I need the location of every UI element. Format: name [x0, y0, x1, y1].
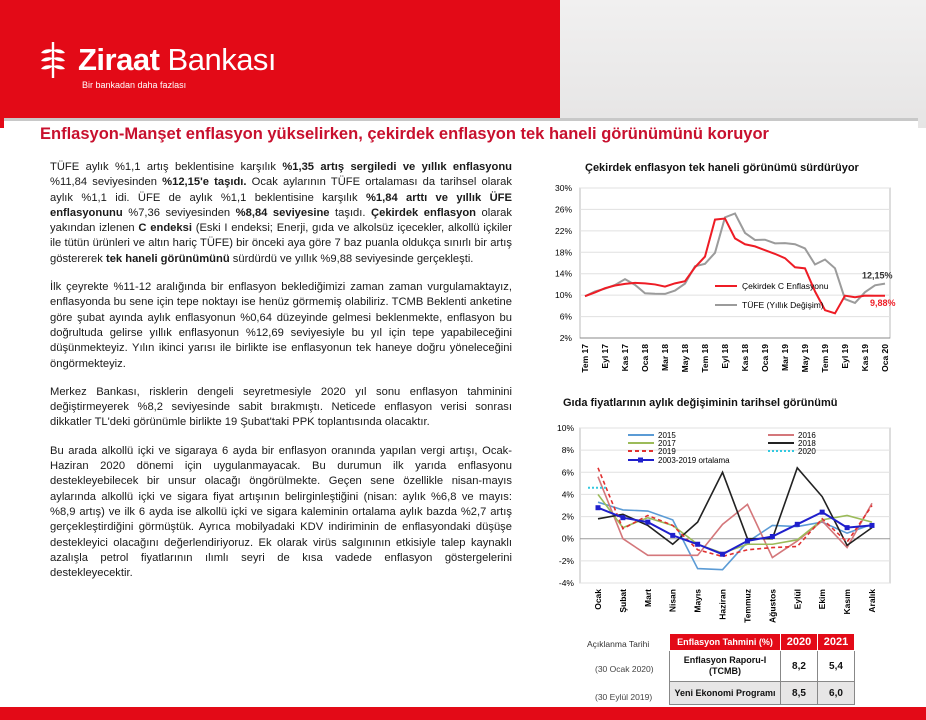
chart2-title: Gıda fiyatlarının aylık değişiminin tarihsel görünümü [563, 397, 838, 409]
x-tick-label: Mar 18 [660, 344, 670, 371]
x-tick-label: Ağustos [767, 589, 778, 623]
chart1-title: Çekirdek enflasyon tek haneli görünümü sürdürüyor [585, 162, 859, 174]
text-run: sürdürdü ve yıllık %9,88 seviyesinde gerçekleşti. [229, 252, 474, 265]
x-tick-label: Eylül [792, 589, 803, 610]
series-point [870, 523, 875, 528]
row-source: Yeni Ekonomi Programı [670, 682, 781, 705]
x-tick-label: Mart [642, 589, 653, 607]
y-tick-label: 6% [561, 467, 574, 478]
y-tick-label: 30% [554, 183, 572, 193]
x-tick-label: Nisan [667, 589, 678, 613]
paragraph [50, 160, 512, 267]
col-label-date: Açıklanma Tarihi [587, 638, 650, 649]
x-tick-label: Tem 17 [580, 344, 590, 373]
text-run: Bu arada alkollü içki ve sigaraya 6 ayda bir enflasyon oranında yapılan vergi artışı, Ocak-Haziran 2020 dönemi için uygulanmayacak. Bu durumun ilk yarıda enflasyonu destekleyebilecek bir unsur olacağı öngörülmekte. Geçen sene özellikle nisan-mayıs aylarında alkollü içki ve sigara fiyat artışının belirginleştiğini (nisan: aylık %6,8 ve mayıs: %8,9 artış) ve ilk 6 ayda ise alkollü içki ve sigara kaleminin ortalama aylık bazda %2,7 artış gerçekleştirdiğini görmüştük. Ayrıca mobilyadaki KDV indiriminin de enflasyondaki düşüşe destekleyici olacağını değerlendiriyoruz. Ek olarak virüs salgınının etkisiyle talep kaynaklı azalışla petrol fiyatlarının ılımlı seyri de kısa vadede enflasyon göstergelerini destekleyecektir. [50, 444, 512, 580]
legend-label: 2020 [798, 447, 816, 456]
plot-area [580, 188, 890, 338]
legend-label: TÜFE (Yıllık Değişim) [742, 300, 824, 310]
text-run: %11,84 seviyesinden [50, 176, 163, 189]
text-run: olarak yakından izlenen [50, 206, 512, 235]
paragraph [50, 444, 512, 582]
text-run: İlk çeyrekte %11-12 aralığında bir enflasyon beklediğimizi zaman zaman vurgulamaktayız, enflasyonda bu sene için tepe noktayı ise henüz görmemiş olabiliriz. TCMB Beklenti anketine göre şubat ayında aylık enflasyonun %0,64 düzeyinde gelmesi beklenmekte, enflasyon bu doğrultuda gelirse yıllık enflasyonun %12,69 seviyesiyle bu yıl için tepe yapabileceğini düşünmekteyiz. Yılın ikinci yarısı ile birlikte ise enflasyonun tek haneye doğru yöneleceğini öngörmekteyiz. [50, 281, 512, 370]
y-tick-label: 0% [561, 533, 574, 544]
y-tick-label: 8% [561, 445, 574, 456]
table-header-2021: 2021 [818, 634, 855, 651]
x-tick-label: Şubat [617, 589, 628, 613]
y-tick-label: 2% [561, 511, 574, 522]
x-tick-label: Eyl 19 [840, 344, 850, 369]
bold-run: %8,84 seviyesine [235, 206, 330, 219]
row-date: (30 Ocak 2020) [595, 664, 654, 674]
series-point [645, 520, 650, 525]
legend-label: 2016 [798, 431, 816, 440]
y-tick-label: 6% [559, 311, 572, 322]
y-tick-label: 4% [561, 489, 574, 500]
legend-label: 2018 [798, 439, 816, 448]
text-run: taşıdı. [329, 206, 372, 219]
y-tick-label: 10% [554, 290, 572, 301]
article-body [50, 160, 512, 594]
bold-run: %12,15'e taşıdı. [162, 176, 247, 189]
bank-logo [38, 40, 276, 80]
row-source: Enflasyon Raporu-I (TCMB) [670, 651, 781, 682]
table-header-forecast: Enflasyon Tahmini (%) [670, 634, 781, 651]
series-point [620, 515, 625, 520]
x-tick-label: Eyl 18 [720, 344, 730, 369]
row-value-2021: 5,4 [818, 651, 855, 682]
legend-label: 2017 [658, 439, 676, 448]
series-point [795, 522, 800, 527]
x-tick-label: Kas 19 [860, 344, 870, 372]
x-tick-label: Tem 18 [700, 344, 710, 373]
series-point [596, 505, 601, 510]
x-tick-label: Eyl 17 [600, 344, 610, 369]
x-tick-label: May 18 [680, 344, 690, 373]
legend-label: 2003-2019 ortalama [658, 456, 730, 465]
series-point [845, 525, 850, 530]
row-value-2020: 8,2 [781, 651, 818, 682]
x-tick-label: Mar 19 [780, 344, 790, 371]
text-run: (Eski I endeksi; Enerji, gıda ve alkolsüz içecekler, alkollü içkiler ile tütün ürünleri ve altın hariç TÜFE) bir önceki aya göre 7 baz puanla oldukça sınırlı bir artış göstererek [50, 222, 513, 265]
bank-tagline: Bir bankadan daha fazlası [82, 80, 187, 90]
x-tick-label: Oca 20 [880, 344, 890, 372]
x-tick-label: May 19 [800, 344, 810, 373]
row-value-2021: 6,0 [818, 682, 855, 705]
series-point [670, 533, 675, 538]
series-point [770, 534, 775, 539]
y-tick-label: 22% [554, 225, 572, 236]
x-tick-label: Kas 18 [740, 344, 750, 372]
y-tick-label: -2% [558, 555, 574, 566]
x-tick-label: Oca 19 [760, 344, 770, 372]
series-point [745, 538, 750, 543]
x-tick-label: Kas 17 [620, 344, 630, 372]
y-tick-label: 18% [554, 247, 572, 258]
y-tick-label: 14% [554, 268, 572, 279]
text-run: %7,36 seviyesinden [122, 206, 236, 219]
y-tick-label: 10% [556, 423, 574, 433]
core-inflation-chart [540, 178, 915, 388]
bold-run: C endeksi [138, 222, 192, 235]
x-tick-label: Haziran [717, 589, 728, 620]
bold-run: %1,84 arttı ve yıllık ÜFE enflasyonunu [50, 191, 512, 219]
header-grey-panel [560, 0, 926, 128]
x-tick-label: Mayıs [692, 589, 703, 613]
paragraph [50, 385, 512, 431]
bold-run: %1,35 artış sergiledi ve yıllık enflasyonu [282, 161, 512, 173]
annotation-core: 9,88% [870, 297, 896, 308]
legend-label: 2015 [658, 431, 676, 440]
x-tick-label: Ekim [817, 589, 828, 610]
row-value-2020: 8,5 [781, 682, 818, 705]
forecast-table [583, 633, 855, 705]
legend-marker [638, 458, 643, 463]
table-header-2020: 2020 [781, 634, 818, 651]
x-tick-label: Tem 19 [820, 344, 830, 373]
row-date: (30 Eylül 2019) [595, 692, 653, 702]
table-row [583, 651, 855, 682]
x-tick-label: Oca 18 [640, 344, 650, 372]
series-point [695, 542, 700, 547]
text-run: Merkez Bankası, risklerin dengeli seyretmesiyle 2020 yıl sonu enflasyon tahminini değiştirmeyerek %8,2 seviyesinde sabit bırakmıştı. Neticede enflasyon verisi sonrası dikkatler TL'deki görünümle birlikte 19 Şubat'taki PPK toplantısında olacaktır. [50, 385, 512, 429]
x-tick-label: Ocak [593, 589, 603, 610]
legend-label: Çekirdek C Enflasyonu [742, 281, 829, 291]
legend-label: 2019 [658, 447, 676, 456]
food-price-chart [540, 418, 915, 630]
y-tick-label: 2% [559, 333, 572, 343]
series-point [820, 510, 825, 515]
x-tick-label: Aralık [867, 589, 877, 613]
bold-run: Çekirdek enflasyon [371, 206, 477, 219]
annotation-cpi: 12,15% [862, 270, 893, 281]
y-tick-label: 26% [554, 204, 572, 215]
table-row [583, 682, 855, 705]
bank-name: Ziraat Bankası [78, 42, 277, 77]
series-point [720, 552, 725, 557]
text-run: TÜFE aylık %1,1 artış beklentisine karşılık [50, 161, 283, 173]
footer-strip [0, 707, 926, 720]
x-tick-label: Temmuz [742, 589, 753, 623]
wheat-logo-icon [38, 40, 68, 80]
bold-run: tek haneli görünümünü [105, 252, 230, 265]
x-tick-label: Kasım [842, 589, 853, 615]
y-tick-label: -4% [558, 578, 574, 588]
paragraph [50, 280, 512, 372]
text-run: Ocak aylarının TÜFE ortalaması da tarihsel olarak aylık %1,1 idi. ÜFE de aylık %1,1 beklentisine karşılık [50, 176, 512, 204]
page-headline: Enflasyon-Manşet enflasyon yükselirken, çekirdek enflasyon tek haneli görünümünü koruyor [40, 125, 769, 143]
